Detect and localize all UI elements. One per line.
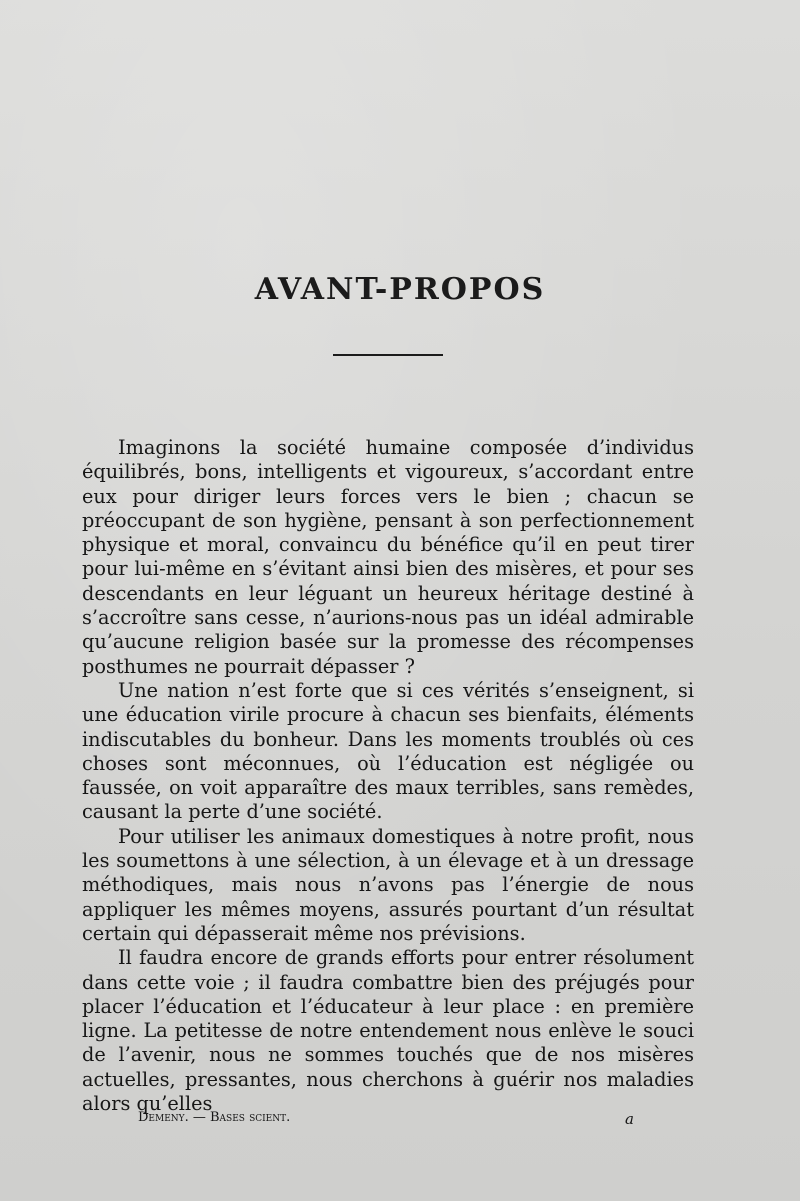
footer-signature: Demeny. — Bases scient.	[138, 1110, 291, 1125]
page-title: AVANT-PROPOS	[254, 272, 546, 307]
paragraph: Une nation n’est forte que si ces vérités s’enseignent, si une éducation virile procure à chacun ses bienfaits, éléments indiscutables du bonheur. Dans les moments troublés où ces choses sont méconnues, où l’éducation est négligée ou faussée, on voit apparaître des maux terribles, sans remèdes, causant la perte d’une société.	[82, 678, 694, 824]
paragraph: Imaginons la société humaine composée d’individus équilibrés, bons, intelligents et vigoureux, s’accordant entre eux pour diriger leurs forces vers le bien ; chacun se préoccupant de son hygiène, pensant à son perfectionnement physique et moral, convaincu du bénéfice qu’il en peut tirer pour lui-même en s’évitant ainsi bien des misères, et pour ses descendants en leur léguant un heureux héritage destiné à s’accroître sans cesse, n’aurions-nous pas un idéal admirable qu’aucune religion basée sur la promesse des récompenses posthumes ne pourrait dépasser ?	[82, 436, 694, 678]
body-text	[82, 436, 694, 1116]
footer-signature-mark: a	[625, 1110, 634, 1128]
paragraph: Il faudra encore de grands efforts pour entrer résolument dans cette voie ; il faudra combattre bien des préjugés pour placer l’éducation et l’éducateur à leur place : en première ligne. La petitesse de notre entendement nous enlève le souci de l’avenir, nous ne sommes touchés que de nos misères actuelles, pressantes, nous cherchons à guérir nos maladies alors qu’elles	[82, 946, 694, 1116]
page-footer	[138, 1110, 658, 1128]
title-rule	[333, 354, 443, 356]
paragraph: Pour utiliser les animaux domestiques à notre profit, nous les soumettons à une sélection, à un élevage et à un dressage méthodiques, mais nous n’avons pas l’énergie de nous appliquer les mêmes moyens, assurés pourtant d’un résultat certain qui dépasserait même nos prévisions.	[82, 824, 694, 945]
